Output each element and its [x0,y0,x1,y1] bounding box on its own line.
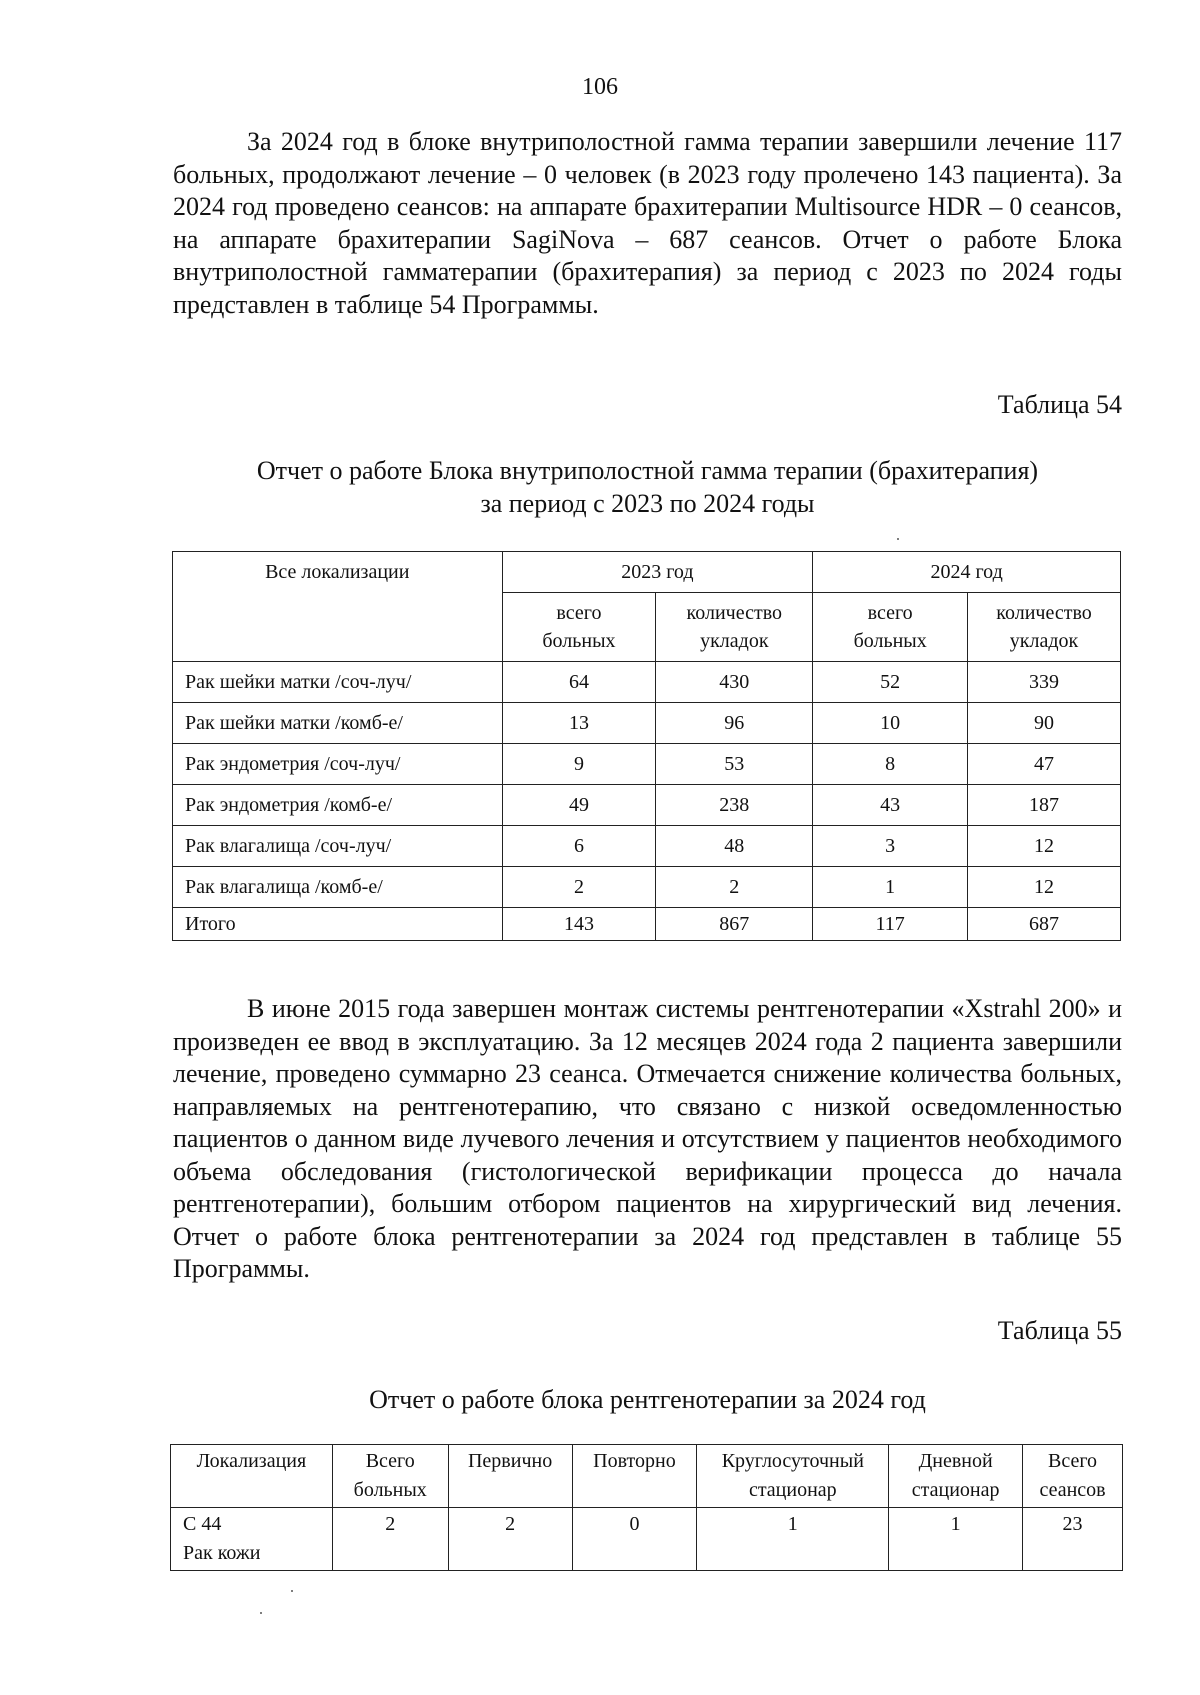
header-placements-2024 [968,593,1121,662]
table-total-row [173,908,1121,941]
cell-round-clock: 1 [697,1508,889,1571]
paragraph-brachytherapy: За 2024 год в блоке внутриполостной гамма терапии завершили лечение 117 больных, продолжают лечение – 0 человек (в 2023 году пролечено 143 пациента). За 2024 год проведено сеансов: на аппарате брахитерапии Multisource HDR – 0 сеансов, на аппарате брахитерапии SagiNova – 687 сеансов. Отчет о работе Блока внутриполостной гамматерапии (брахитерапия) за период с 2023 по 2024 годы представлен в таблице 54 Программы. [173,127,1122,319]
table-row [173,785,1121,826]
row-localization: Рак шейки матки /соч-луч/ [173,662,503,703]
cell-placements-2023: 867 [656,908,813,941]
row-localization: Рак влагалища /комб-е/ [173,867,503,908]
cell-patients-2023: 13 [502,703,656,744]
cell-day-hospital: 1 [889,1508,1023,1571]
header-placements-2023 [656,593,813,662]
cell-placements-2023: 430 [656,662,813,703]
header-text: Всего [1048,1450,1098,1472]
header-text: Дневной [918,1450,993,1472]
table-54-caption-line1: Отчет о работе Блока внутриполостной гамма терапии (брахитерапия) [256,456,1039,485]
table-row [171,1508,1123,1571]
header-text: укладок [1009,630,1079,652]
scan-speck [291,1590,293,1592]
cell-patients-2023: 64 [502,662,656,703]
header-text: больных [853,630,927,652]
cell-placements-2024: 12 [968,867,1121,908]
header-day-hospital [889,1445,1023,1508]
cell-patients-2024: 117 [813,908,968,941]
header-patients-2024 [813,593,968,662]
header-primary: Первично [448,1445,572,1508]
cell-placements-2024: 12 [968,826,1121,867]
cell-patients-2023: 6 [502,826,656,867]
cell-placements-2024: 187 [968,785,1121,826]
header-repeat: Повторно [572,1445,697,1508]
cell-repeat: 0 [572,1508,697,1571]
cell-patients-2024: 8 [813,744,968,785]
row-localization: Итого [173,908,503,941]
cell-placements-2024: 687 [968,908,1121,941]
cell-patients-2023: 49 [502,785,656,826]
cell-placements-2024: 339 [968,662,1121,703]
table-55 [170,1444,1123,1571]
row-localization [171,1508,333,1571]
cell-placements-2023: 2 [656,867,813,908]
cell-patients-2023: 143 [502,908,656,941]
cell-placements-2023: 48 [656,826,813,867]
row-localization: Рак эндометрия /соч-луч/ [173,744,503,785]
row-localization: Рак влагалища /соч-луч/ [173,826,503,867]
cell-total-patients: 2 [332,1508,448,1571]
cell-patients-2024: 10 [813,703,968,744]
header-text: всего [867,602,913,624]
header-text: стационар [748,1479,837,1501]
cell-placements-2024: 90 [968,703,1121,744]
table-54-caption [173,454,1122,520]
row-localization: Рак шейки матки /комб-е/ [173,703,503,744]
header-text: стационар [911,1479,1000,1501]
cell-patients-2024: 3 [813,826,968,867]
header-total-sessions [1023,1445,1123,1508]
header-localization: Локализация [171,1445,333,1508]
page-number: 106 [582,74,618,100]
table-row [173,662,1121,703]
cell-patients-2023: 2 [502,867,656,908]
header-round-clock [697,1445,889,1508]
header-text: укладок [700,630,769,652]
table-row [173,867,1121,908]
header-total-patients [332,1445,448,1508]
header-patients-2023 [502,593,656,662]
table-55-label: Таблица 55 [997,1316,1122,1345]
paragraph-xray-therapy: В июне 2015 года завершен монтаж системы рентгенотерапии «Xstrahl 200» и произведен ее ввод в эксплуатацию. За 12 месяцев 2024 года 2 пациента завершили лечение, проведено суммарно 23 сеанса. Отмечается снижение количества больных, направляемых на рентгенотерапию, что связано с низкой осведомленностью пациентов о данном виде лучевого лечения и отсутствием у пациентов необходимого объема обследования (гистологической верификации процесса до начала рентгенотерапии), большим отбором пациентов на хирургический вид лечения. Отчет о работе блока рентгенотерапии за 2024 год представлен в таблице 55 Программы. [173,994,1122,1283]
cell-patients-2024: 43 [813,785,968,826]
localization-name: Рак кожи [183,1542,261,1564]
localization-code: С 44 [183,1513,222,1535]
header-text: всего [556,602,602,624]
scan-speck [260,1612,262,1614]
cell-placements-2023: 96 [656,703,813,744]
cell-placements-2023: 238 [656,785,813,826]
header-text: больных [542,630,616,652]
table-54-caption-line2: за период с 2023 по 2024 годы [480,489,815,518]
cell-patients-2024: 1 [813,867,968,908]
scan-speck [897,538,899,540]
header-text: Круглосуточный [721,1450,864,1472]
header-text: больных [353,1479,427,1501]
header-year-2023: 2023 год [502,552,813,593]
header-text: количество [996,602,1092,624]
header-text: сеансов [1039,1479,1106,1501]
table-55-caption: Отчет о работе блока рентгенотерапии за 2024 год [369,1385,926,1414]
table-row [173,703,1121,744]
row-localization: Рак эндометрия /комб-е/ [173,785,503,826]
cell-primary: 2 [448,1508,572,1571]
cell-total-sessions: 23 [1023,1508,1123,1571]
cell-placements-2024: 47 [968,744,1121,785]
table-row [173,826,1121,867]
header-localization: Все локализации [173,552,503,662]
cell-placements-2023: 53 [656,744,813,785]
cell-patients-2023: 9 [502,744,656,785]
table-header-row [173,552,1121,593]
header-text: количество [686,602,783,624]
header-text: Всего [365,1450,415,1472]
cell-patients-2024: 52 [813,662,968,703]
table-54 [172,551,1121,941]
table-header-row [171,1445,1123,1508]
table-54-label: Таблица 54 [997,390,1122,419]
table-row [173,744,1121,785]
header-year-2024: 2024 год [813,552,1121,593]
